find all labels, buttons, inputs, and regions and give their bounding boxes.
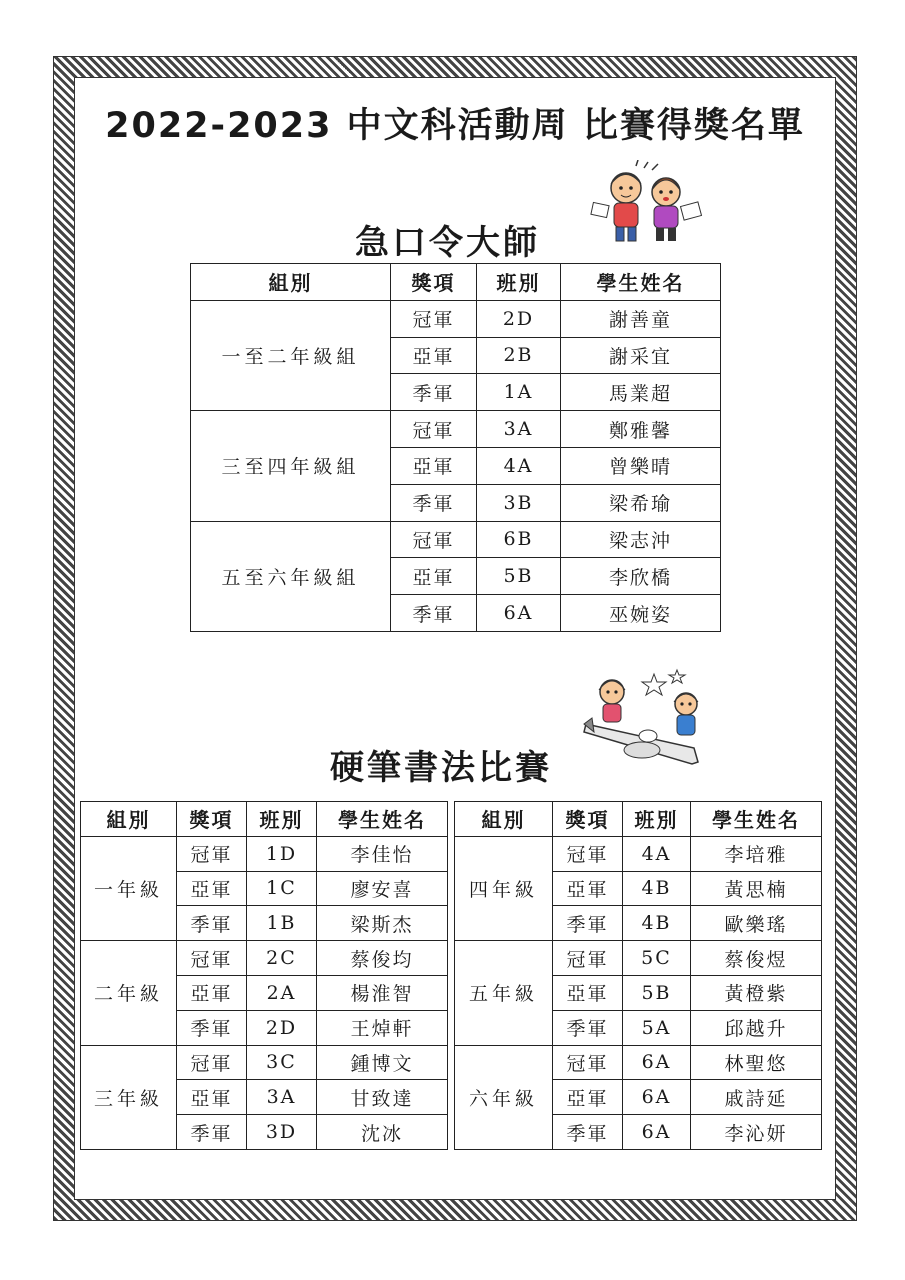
- student-cell: 甘致達: [317, 1080, 448, 1115]
- class-cell: 4B: [623, 906, 691, 941]
- award-cell: 冠軍: [553, 941, 623, 976]
- header-class: 班別: [247, 802, 317, 837]
- table-row: [455, 941, 822, 976]
- student-cell: 戚詩延: [691, 1080, 822, 1115]
- student-cell: 謝善童: [561, 300, 721, 337]
- page-title: 2022-2023 中文科活動周 比賽得獎名單: [105, 106, 805, 146]
- student-cell: 黃橙紫: [691, 975, 822, 1010]
- student-cell: 梁斯杰: [317, 906, 448, 941]
- table-row: [191, 300, 721, 337]
- student-cell: 邱越升: [691, 1010, 822, 1045]
- award-cell: 亞軍: [177, 975, 247, 1010]
- class-cell: 3A: [477, 411, 561, 448]
- award-cell: 季軍: [177, 1115, 247, 1150]
- award-cell: 季軍: [391, 374, 477, 411]
- award-cell: 季軍: [553, 1010, 623, 1045]
- student-cell: 李沁妍: [691, 1115, 822, 1150]
- class-cell: 6A: [623, 1045, 691, 1080]
- award-cell: 冠軍: [391, 411, 477, 448]
- class-cell: 4A: [477, 447, 561, 484]
- group-cell: 五年級: [455, 941, 553, 1045]
- award-cell: 亞軍: [177, 871, 247, 906]
- table-row: [81, 1045, 448, 1080]
- header-group: 組別: [191, 264, 391, 301]
- header-student: 學生姓名: [317, 802, 448, 837]
- student-cell: 楊淮智: [317, 975, 448, 1010]
- award-cell: 季軍: [391, 595, 477, 632]
- children-cartoon-icon: [586, 160, 706, 250]
- award-cell: 冠軍: [177, 941, 247, 976]
- table-row: [455, 836, 822, 871]
- student-cell: 沈冰: [317, 1115, 448, 1150]
- table-header-row: [455, 802, 822, 837]
- table-row: [191, 521, 721, 558]
- header-group: 組別: [81, 802, 177, 837]
- student-cell: 曾樂晴: [561, 447, 721, 484]
- student-cell: 廖安喜: [317, 871, 448, 906]
- student-cell: 鄭雅馨: [561, 411, 721, 448]
- award-cell: 季軍: [553, 1115, 623, 1150]
- group-cell: 三至四年級組: [191, 411, 391, 521]
- student-cell: 林聖悠: [691, 1045, 822, 1080]
- calligraphy-table-left: [80, 801, 448, 1150]
- class-cell: 1B: [247, 906, 317, 941]
- header-award: 獎項: [553, 802, 623, 837]
- class-cell: 4B: [623, 871, 691, 906]
- header-class: 班別: [477, 264, 561, 301]
- award-cell: 冠軍: [177, 836, 247, 871]
- class-cell: 2D: [477, 300, 561, 337]
- class-cell: 5B: [477, 558, 561, 595]
- header-group: 組別: [455, 802, 553, 837]
- class-cell: 2B: [477, 337, 561, 374]
- award-cell: 冠軍: [177, 1045, 247, 1080]
- student-cell: 巫婉姿: [561, 595, 721, 632]
- group-cell: 五至六年級組: [191, 521, 391, 631]
- award-cell: 亞軍: [553, 871, 623, 906]
- class-cell: 2C: [247, 941, 317, 976]
- class-cell: 3A: [247, 1080, 317, 1115]
- award-cell: 亞軍: [553, 1080, 623, 1115]
- student-cell: 蔡俊均: [317, 941, 448, 976]
- group-cell: 六年級: [455, 1045, 553, 1149]
- table-row: [81, 836, 448, 871]
- class-cell: 5A: [623, 1010, 691, 1045]
- tongue-twister-heading: 急口令大師: [355, 223, 540, 263]
- class-cell: 3B: [477, 484, 561, 521]
- class-cell: 2A: [247, 975, 317, 1010]
- tongue-twister-table: [190, 263, 721, 632]
- award-cell: 冠軍: [391, 521, 477, 558]
- group-cell: 二年級: [81, 941, 177, 1045]
- award-cell: 冠軍: [553, 1045, 623, 1080]
- award-cell: 季軍: [553, 906, 623, 941]
- class-cell: 6A: [623, 1080, 691, 1115]
- student-cell: 李欣橋: [561, 558, 721, 595]
- student-cell: 王焯軒: [317, 1010, 448, 1045]
- header-class: 班別: [623, 802, 691, 837]
- student-cell: 黃思楠: [691, 871, 822, 906]
- student-cell: 李佳怡: [317, 836, 448, 871]
- award-cell: 亞軍: [391, 447, 477, 484]
- class-cell: 5B: [623, 975, 691, 1010]
- student-cell: 馬業超: [561, 374, 721, 411]
- class-cell: 6A: [623, 1115, 691, 1150]
- award-cell: 冠軍: [553, 836, 623, 871]
- student-cell: 蔡俊煜: [691, 941, 822, 976]
- calligraphy-heading: 硬筆書法比賽: [330, 748, 552, 788]
- group-cell: 一至二年級組: [191, 300, 391, 410]
- table-row: [455, 1045, 822, 1080]
- class-cell: 6B: [477, 521, 561, 558]
- class-cell: 1D: [247, 836, 317, 871]
- table-row: [191, 411, 721, 448]
- student-cell: 謝采宜: [561, 337, 721, 374]
- seesaw-children-icon: [582, 662, 712, 770]
- table-row: [81, 941, 448, 976]
- student-cell: 梁希瑜: [561, 484, 721, 521]
- class-cell: 3D: [247, 1115, 317, 1150]
- calligraphy-table-right: [454, 801, 822, 1150]
- award-cell: 亞軍: [391, 558, 477, 595]
- class-cell: 1C: [247, 871, 317, 906]
- class-cell: 3C: [247, 1045, 317, 1080]
- group-cell: 三年級: [81, 1045, 177, 1149]
- class-cell: 4A: [623, 836, 691, 871]
- group-cell: 四年級: [455, 836, 553, 940]
- header-student: 學生姓名: [561, 264, 721, 301]
- table-header-row: [191, 264, 721, 301]
- class-cell: 2D: [247, 1010, 317, 1045]
- award-cell: 亞軍: [391, 337, 477, 374]
- award-cell: 季軍: [177, 1010, 247, 1045]
- student-cell: 梁志沖: [561, 521, 721, 558]
- class-cell: 6A: [477, 595, 561, 632]
- award-cell: 亞軍: [177, 1080, 247, 1115]
- header-award: 獎項: [177, 802, 247, 837]
- award-cell: 亞軍: [553, 975, 623, 1010]
- table-header-row: [81, 802, 448, 837]
- header-student: 學生姓名: [691, 802, 822, 837]
- student-cell: 歐樂瑤: [691, 906, 822, 941]
- award-cell: 季軍: [391, 484, 477, 521]
- group-cell: 一年級: [81, 836, 177, 940]
- class-cell: 5C: [623, 941, 691, 976]
- student-cell: 鍾博文: [317, 1045, 448, 1080]
- student-cell: 李培雅: [691, 836, 822, 871]
- header-award: 獎項: [391, 264, 477, 301]
- award-cell: 季軍: [177, 906, 247, 941]
- class-cell: 1A: [477, 374, 561, 411]
- award-cell: 冠軍: [391, 300, 477, 337]
